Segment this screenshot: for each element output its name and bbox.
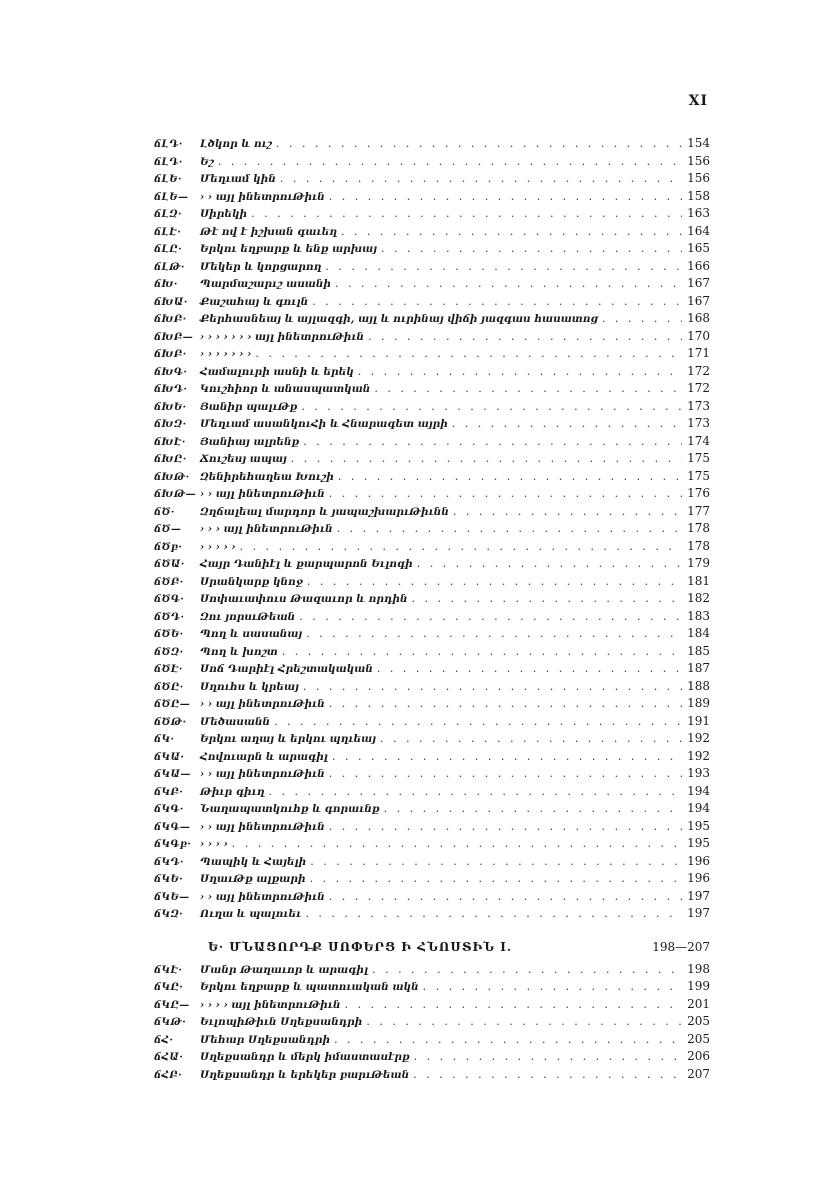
entry-number: ճԿԳ— bbox=[154, 821, 191, 833]
toc-entry bbox=[154, 520, 710, 538]
entry-page-number: 170 bbox=[687, 328, 710, 343]
toc-entry bbox=[154, 800, 710, 818]
dot-leader bbox=[276, 135, 682, 153]
toc-list-part-2 bbox=[154, 961, 710, 1084]
toc-entry bbox=[154, 345, 710, 363]
entry-page-number: 164 bbox=[687, 223, 710, 238]
toc-entry bbox=[154, 853, 710, 871]
dot-leader bbox=[218, 153, 682, 171]
entry-number: ճԾԹ· bbox=[154, 716, 187, 728]
entry-page-number: 189 bbox=[687, 696, 710, 710]
toc-entry bbox=[154, 170, 710, 188]
dot-leader bbox=[384, 800, 682, 818]
entry-page-number: 156 bbox=[687, 153, 710, 168]
toc-entry bbox=[154, 503, 710, 521]
entry-title: › › այլ ինետրուԹիւն bbox=[200, 890, 325, 903]
entry-number: ճԿԱ— bbox=[154, 769, 191, 780]
dot-leader bbox=[299, 608, 682, 626]
entry-title: Երկու աղայ և երկու պղւեայ bbox=[200, 733, 377, 745]
entry-number: ճԽԹ— bbox=[154, 489, 197, 500]
entry-number: ճԿԸ· bbox=[154, 982, 184, 993]
entry-title: Պարմաշարւշ ասանի bbox=[200, 278, 332, 290]
dot-leader bbox=[282, 643, 682, 661]
entry-number: ճԼԹ· bbox=[154, 261, 185, 273]
table-of-contents bbox=[154, 135, 710, 1083]
entry-title: › › այլ ինետրուԹիւն bbox=[200, 820, 325, 833]
entry-page-number: 156 bbox=[687, 171, 710, 185]
entry-title: Նաղապատկուհք և գորաւնք bbox=[200, 803, 380, 815]
dot-leader bbox=[310, 870, 682, 888]
entry-page-number: 173 bbox=[687, 416, 710, 430]
entry-number: ճԾԷ· bbox=[154, 664, 183, 675]
dot-leader bbox=[377, 660, 682, 678]
dot-leader bbox=[358, 363, 682, 381]
entry-number: ճԽԱ· bbox=[154, 296, 188, 308]
toc-section-heading bbox=[154, 937, 710, 957]
dot-leader bbox=[366, 1013, 682, 1031]
dot-leader bbox=[372, 961, 682, 979]
entry-title: › › › › › › › bbox=[200, 348, 252, 360]
toc-entry bbox=[154, 328, 710, 346]
dot-leader bbox=[412, 590, 682, 608]
entry-page-number: 207 bbox=[687, 1066, 710, 1081]
entry-page-number: 198 bbox=[687, 961, 710, 976]
entry-number: ճԿԳբ· bbox=[154, 839, 192, 850]
section-page-range: 198—207 bbox=[652, 939, 710, 954]
entry-title: Եշ bbox=[200, 155, 214, 168]
toc-entry bbox=[154, 978, 710, 996]
toc-entry bbox=[154, 205, 710, 223]
entry-title: Զենիրեհաղեա Խուշի bbox=[200, 470, 334, 483]
toc-entry bbox=[154, 415, 710, 433]
entry-page-number: 183 bbox=[687, 608, 710, 623]
dot-leader bbox=[303, 433, 682, 451]
dot-leader bbox=[232, 835, 682, 853]
entry-title: › › › › bbox=[200, 838, 228, 850]
entry-number: ճԿ· bbox=[154, 734, 175, 745]
dot-leader bbox=[329, 188, 682, 206]
toc-entry bbox=[154, 1013, 710, 1031]
entry-page-number: 177 bbox=[687, 503, 710, 518]
entry-number: ճԿԳ· bbox=[154, 804, 184, 815]
entry-page-number: 196 bbox=[687, 871, 710, 885]
entry-title: ՍղաւԹք ալքարի bbox=[200, 873, 306, 885]
entry-title: Մեհար Սղեքսանդրի bbox=[200, 1033, 331, 1046]
dot-leader bbox=[423, 978, 682, 996]
toc-entry bbox=[154, 275, 710, 293]
dot-leader bbox=[602, 310, 682, 328]
entry-number: ճԿԸ— bbox=[154, 999, 190, 1011]
entry-page-number: 184 bbox=[687, 626, 710, 640]
entry-page-number: 158 bbox=[687, 188, 710, 203]
entry-number: ճԼԵ· bbox=[154, 174, 182, 185]
entry-title: Պապիկ և Հայելի bbox=[200, 855, 307, 868]
toc-entry bbox=[154, 258, 710, 276]
entry-title: › › այլ ինետրուԹիւն bbox=[200, 698, 325, 710]
entry-number: ճԽԲ— bbox=[154, 331, 194, 343]
entry-number: ճԽԸ· bbox=[154, 454, 187, 465]
dot-leader bbox=[332, 748, 682, 766]
entry-page-number: 206 bbox=[687, 1049, 710, 1063]
entry-title: Մեղւամ կին bbox=[200, 173, 276, 185]
dot-leader bbox=[301, 398, 682, 416]
dot-leader bbox=[269, 783, 682, 801]
entry-number: ճԼԶ· bbox=[154, 209, 182, 220]
dot-leader bbox=[338, 468, 682, 486]
entry-title: Սոճ Դարիէլ Հրեշտակական bbox=[200, 663, 373, 675]
dot-leader bbox=[381, 240, 682, 258]
entry-page-number: 195 bbox=[687, 836, 710, 850]
toc-entry bbox=[154, 1066, 710, 1084]
toc-entry bbox=[154, 450, 710, 468]
toc-entry bbox=[154, 678, 710, 696]
toc-entry bbox=[154, 590, 710, 608]
dot-leader bbox=[291, 450, 682, 468]
entry-title: › › › › այլ ինետրուԹիւն bbox=[200, 998, 341, 1011]
dot-leader bbox=[380, 730, 682, 748]
entry-title: Թէ ով է իշխան գաւեղ bbox=[200, 225, 338, 238]
toc-entry bbox=[154, 961, 710, 979]
dot-leader bbox=[417, 555, 682, 573]
entry-title: Համալուրի ասնի և երեկ bbox=[200, 365, 354, 378]
entry-number: ճԾԶ· bbox=[154, 646, 184, 658]
dot-leader bbox=[414, 1048, 682, 1066]
entry-page-number: 197 bbox=[687, 906, 710, 920]
entry-number: ճԼԴ· bbox=[154, 156, 183, 168]
page-folio: XI bbox=[688, 93, 708, 109]
entry-page-number: 191 bbox=[687, 713, 710, 728]
entry-title: Զու յորսւԹեան bbox=[200, 610, 296, 623]
toc-entry bbox=[154, 660, 710, 678]
toc-entry bbox=[154, 748, 710, 766]
dot-leader bbox=[374, 380, 682, 398]
entry-page-number: 197 bbox=[687, 888, 710, 903]
entry-page-number: 176 bbox=[687, 486, 710, 500]
entry-title: Սրանկարք կնոջ bbox=[200, 575, 303, 588]
entry-title: Սղուհս և կրեայ bbox=[200, 680, 299, 693]
entry-title: Յանիայ ալրենք bbox=[200, 435, 300, 448]
dot-leader bbox=[329, 818, 682, 836]
entry-page-number: 205 bbox=[687, 1014, 710, 1028]
dot-leader bbox=[307, 573, 682, 591]
toc-entry bbox=[154, 905, 710, 923]
entry-number: ճԽԲ· bbox=[154, 349, 187, 360]
entry-page-number: 194 bbox=[687, 783, 710, 798]
entry-title: Մանր Թաղաւոր և արագիլ bbox=[200, 963, 369, 976]
dot-leader bbox=[413, 1066, 682, 1084]
dot-leader bbox=[306, 625, 682, 643]
entry-page-number: 205 bbox=[687, 1031, 710, 1046]
toc-entry bbox=[154, 538, 710, 556]
entry-page-number: 168 bbox=[687, 311, 710, 325]
toc-entry bbox=[154, 485, 710, 503]
entry-title: Զղճալեալ մարդոր և յապաշխարւԹիւնն bbox=[200, 505, 449, 518]
entry-page-number: 166 bbox=[687, 258, 710, 273]
toc-entry bbox=[154, 468, 710, 486]
toc-list-part-1 bbox=[154, 135, 710, 923]
entry-title: Քաշահայ և գուլն bbox=[200, 295, 309, 308]
entry-title: Թիւր գիւղ bbox=[200, 785, 265, 798]
entry-number: ճԾԵ· bbox=[154, 629, 184, 640]
entry-page-number: 179 bbox=[687, 556, 710, 570]
dot-leader bbox=[255, 345, 682, 363]
toc-entry bbox=[154, 188, 710, 206]
entry-page-number: 154 bbox=[687, 136, 710, 150]
entry-page-number: 192 bbox=[687, 748, 710, 763]
entry-number: ճԼԸ· bbox=[154, 244, 183, 255]
entry-number: ճԿԴ· bbox=[154, 856, 185, 868]
entry-title: Քերհասնեայ և այլազգի, այլ և ուրինայ վիճի յազգաս հասատոց bbox=[200, 313, 598, 325]
section-title: Ե· ՄՆԱՑՈՐԴՔ ՍՈՓԵՐՑ Ի ՀՆՈՍՏԻՆ I. bbox=[208, 939, 513, 954]
entry-number: ճԿԵ· bbox=[154, 874, 184, 885]
dot-leader bbox=[329, 695, 682, 713]
dot-leader bbox=[345, 996, 683, 1014]
entry-page-number: 188 bbox=[687, 678, 710, 693]
toc-entry bbox=[154, 573, 710, 591]
entry-number: ճԿԲ· bbox=[154, 786, 184, 798]
toc-entry bbox=[154, 870, 710, 888]
entry-number: ճԼԵ— bbox=[154, 191, 189, 203]
entry-number: ճԿԶ· bbox=[154, 909, 184, 920]
entry-title: › › այլ ինետրուԹիւն bbox=[200, 190, 325, 203]
entry-number: ճԼԷ· bbox=[154, 226, 182, 238]
toc-entry bbox=[154, 625, 710, 643]
entry-title: Յանիր պալւԹք bbox=[200, 400, 298, 413]
entry-title: Լծկոր և ուշ bbox=[200, 138, 272, 150]
toc-entry bbox=[154, 293, 710, 311]
entry-title: Հայր Դանիէլ և քարպարոն Եւլոգի bbox=[200, 558, 413, 570]
entry-title: Կուշհիոր և անասպատկան bbox=[200, 383, 371, 395]
toc-entry bbox=[154, 135, 710, 153]
entry-title: Երկու եղբարք և ենք արխայ bbox=[200, 243, 377, 255]
entry-title: › › › այլ ինետրուԹիւն bbox=[200, 523, 333, 535]
entry-number: ճՀԱ· bbox=[154, 1052, 184, 1063]
dot-leader bbox=[453, 503, 682, 521]
entry-page-number: 167 bbox=[687, 276, 710, 290]
toc-entry bbox=[154, 555, 710, 573]
entry-number: ճԽԹ· bbox=[154, 471, 190, 483]
toc-entry bbox=[154, 1031, 710, 1049]
dot-leader bbox=[452, 415, 682, 433]
entry-number: ճԿԹ· bbox=[154, 1017, 187, 1028]
entry-page-number: 194 bbox=[687, 801, 710, 815]
entry-title: › › › › › › › այլ ինետրուԹիւն bbox=[200, 330, 365, 343]
entry-title: Սղեքսանդր և մերկ իմաստասէրք bbox=[200, 1051, 410, 1063]
toc-entry bbox=[154, 363, 710, 381]
entry-page-number: 173 bbox=[687, 398, 710, 413]
toc-entry bbox=[154, 713, 710, 731]
entry-page-number: 171 bbox=[687, 346, 710, 360]
toc-entry bbox=[154, 153, 710, 171]
entry-title: Պող և խոշտ bbox=[200, 645, 278, 658]
toc-entry bbox=[154, 695, 710, 713]
entry-number: ճԾԴ· bbox=[154, 611, 185, 623]
entry-number: ճԼԴ· bbox=[154, 139, 183, 150]
dot-leader bbox=[329, 765, 682, 783]
dot-leader bbox=[337, 520, 682, 538]
toc-entry bbox=[154, 310, 710, 328]
dot-leader bbox=[305, 905, 682, 923]
toc-entry bbox=[154, 1048, 710, 1066]
entry-number: ճԽԶ· bbox=[154, 419, 187, 430]
entry-page-number: 201 bbox=[687, 996, 710, 1011]
entry-page-number: 182 bbox=[687, 591, 710, 605]
entry-page-number: 193 bbox=[687, 766, 710, 780]
entry-title: Ուղա և պալուեւ bbox=[200, 908, 302, 920]
entry-number: ճԾ· bbox=[154, 506, 175, 518]
entry-title: ԵւլոպիԹիւն Սղեքսանդրի bbox=[200, 1016, 363, 1028]
toc-entry bbox=[154, 380, 710, 398]
toc-entry bbox=[154, 818, 710, 836]
toc-entry bbox=[154, 835, 710, 853]
entry-page-number: 175 bbox=[687, 451, 710, 465]
toc-entry bbox=[154, 223, 710, 241]
entry-title: Մեղւամ ասանկուՀի և Հնարագետ այրի bbox=[200, 418, 448, 430]
entry-number: ճԽԷ· bbox=[154, 436, 186, 448]
dot-leader bbox=[335, 275, 682, 293]
entry-page-number: 165 bbox=[687, 241, 710, 255]
entry-page-number: 174 bbox=[687, 433, 710, 448]
entry-title: Հովուարն և արագիլ bbox=[200, 750, 328, 763]
dot-leader bbox=[341, 223, 682, 241]
toc-entry bbox=[154, 433, 710, 451]
dot-leader bbox=[280, 170, 682, 188]
toc-entry bbox=[154, 765, 710, 783]
entry-number: ճԽ· bbox=[154, 279, 178, 290]
entry-number: ճԿԱ· bbox=[154, 751, 185, 763]
entry-title: › › այլ ինետրուԹիւն bbox=[200, 768, 325, 780]
entry-title: Պող և սասանայ bbox=[200, 628, 303, 640]
entry-number: ճԽԲ· bbox=[154, 314, 187, 325]
dot-leader bbox=[310, 853, 682, 871]
entry-number: ճԾԳ· bbox=[154, 594, 185, 605]
entry-page-number: 192 bbox=[687, 731, 710, 745]
entry-title: Երկու եղբարք և պատուական ակն bbox=[200, 981, 419, 993]
toc-entry bbox=[154, 398, 710, 416]
entry-page-number: 178 bbox=[687, 521, 710, 535]
entry-number: ճՀԲ· bbox=[154, 1069, 183, 1081]
entry-number: ճԽԳ· bbox=[154, 366, 188, 378]
entry-number: ճՀ· bbox=[154, 1034, 174, 1046]
entry-title: › › › › › bbox=[200, 540, 236, 553]
entry-page-number: 163 bbox=[687, 206, 710, 220]
dot-leader bbox=[325, 258, 682, 276]
entry-page-number: 175 bbox=[687, 468, 710, 483]
entry-title: Մեծասանն bbox=[200, 715, 271, 728]
entry-page-number: 196 bbox=[687, 853, 710, 868]
toc-entry bbox=[154, 240, 710, 258]
entry-number: ճԾԸ· bbox=[154, 681, 184, 693]
dot-leader bbox=[240, 538, 682, 556]
entry-page-number: 185 bbox=[687, 643, 710, 658]
entry-page-number: 172 bbox=[687, 363, 710, 378]
entry-number: ճԽԵ· bbox=[154, 401, 187, 413]
dot-leader bbox=[303, 678, 682, 696]
entry-page-number: 172 bbox=[687, 381, 710, 395]
entry-title: Մեկեր և կորցարող bbox=[200, 260, 322, 273]
dot-leader bbox=[334, 1031, 682, 1049]
dot-leader bbox=[274, 713, 682, 731]
entry-page-number: 181 bbox=[687, 573, 710, 588]
toc-entry bbox=[154, 730, 710, 748]
entry-page-number: 178 bbox=[687, 538, 710, 553]
entry-title: Սղեքսանդր և երեկեր բարւԹեան bbox=[200, 1068, 410, 1081]
entry-number: ճԿԷ· bbox=[154, 964, 183, 976]
dot-leader bbox=[329, 485, 682, 503]
dot-leader bbox=[312, 293, 682, 311]
entry-page-number: 199 bbox=[687, 979, 710, 993]
dot-leader bbox=[329, 888, 682, 906]
entry-number: ճԾԸ— bbox=[154, 699, 191, 710]
entry-number: ճԾբ· bbox=[154, 541, 183, 553]
toc-entry bbox=[154, 783, 710, 801]
entry-page-number: 187 bbox=[687, 661, 710, 675]
entry-title: Սիրեկի bbox=[200, 208, 248, 220]
entry-number: ճԾ— bbox=[154, 524, 182, 535]
entry-title: Ճուշեսյ ապայ bbox=[200, 453, 287, 465]
toc-entry bbox=[154, 643, 710, 661]
entry-title: Սոփաւափուս Թազաւոր և որդին bbox=[200, 593, 408, 605]
entry-number: ճԿԵ— bbox=[154, 891, 190, 903]
entry-title: › › այլ ինետրուԹիւն bbox=[200, 488, 325, 500]
entry-page-number: 195 bbox=[687, 818, 710, 833]
entry-number: ճԽԴ· bbox=[154, 384, 188, 395]
toc-entry bbox=[154, 888, 710, 906]
entry-page-number: 167 bbox=[687, 293, 710, 308]
toc-entry bbox=[154, 996, 710, 1014]
dot-leader bbox=[368, 328, 682, 346]
entry-number: ճԾԲ· bbox=[154, 576, 184, 588]
toc-entry bbox=[154, 608, 710, 626]
entry-number: ճԾԱ· bbox=[154, 559, 185, 570]
dot-leader bbox=[251, 205, 682, 223]
